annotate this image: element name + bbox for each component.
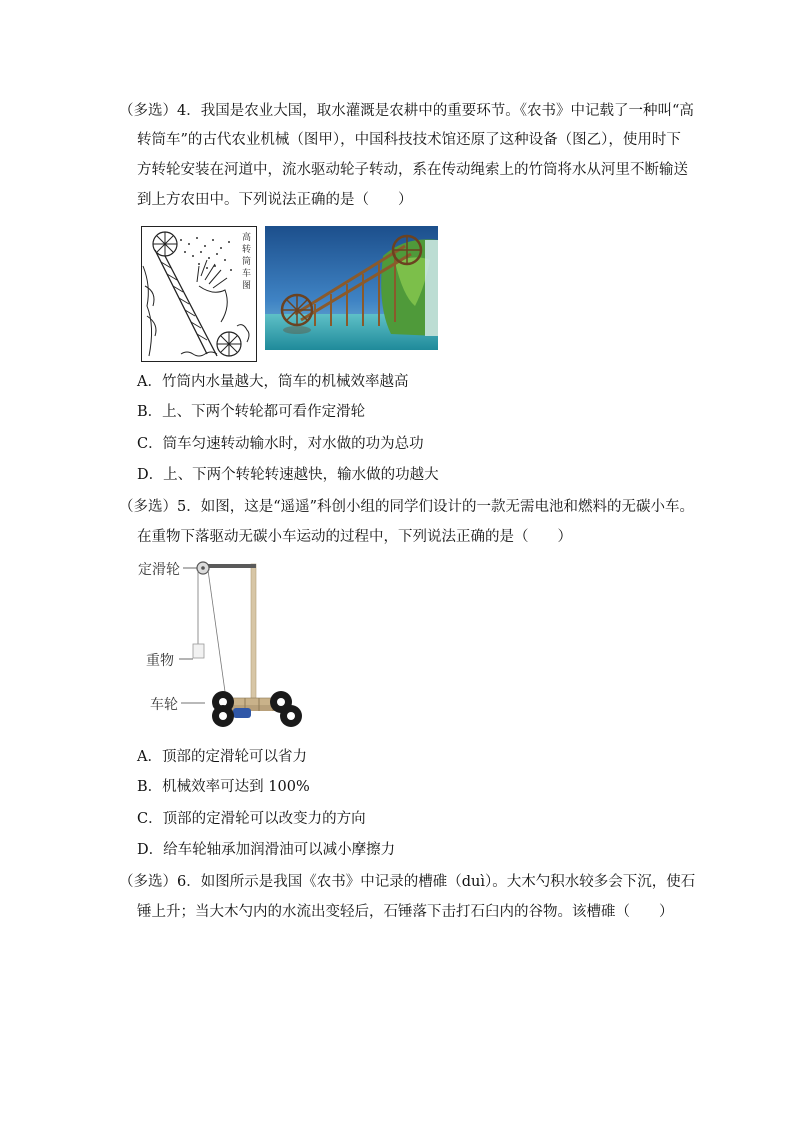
q4-line-2: 转筒车”的古代农业机械（图甲），中国科技技术馆还原了这种设备（图乙），使用时下 xyxy=(137,132,681,148)
q4-option-b: B．上、下两个转轮都可看作定滑轮 xyxy=(137,404,366,420)
q5-option-d: D．给车轮轴承加润滑油可以减小摩擦力 xyxy=(137,842,396,858)
q4-option-d: D．上、下两个转轮转速越快，输水做的功越大 xyxy=(137,467,439,483)
q4-line-3: 方转轮安装在河道中，流水驱动轮子转动，系在传动绳索上的竹筒将水从河里不断输送 xyxy=(137,162,688,178)
q6-line-1: （多选）6．如图所示是我国《农书》中记录的槽碓（duì）。大木勺积水较多会下沉，使石 xyxy=(119,874,696,890)
figure-jia-woodcut xyxy=(141,226,257,362)
label-wheel: 车轮 xyxy=(150,697,178,713)
figure-carbon-free-car xyxy=(135,556,315,732)
q5-option-c: C．顶部的定滑轮可以改变力的方向 xyxy=(137,811,366,827)
q5-line-2: 在重物下落驱动无碳小车运动的过程中，下列说法正确的是（ ） xyxy=(137,529,572,545)
svg-text:车: 车 xyxy=(242,269,252,279)
svg-text:筒: 筒 xyxy=(242,257,252,267)
q4-line-1: （多选）4．我国是农业大国，取水灌溉是农耕中的重要环节。《农书》中记载了一种叫“高 xyxy=(119,103,694,119)
label-weight: 重物 xyxy=(146,653,174,669)
figure-yi-model xyxy=(265,226,438,350)
q5-line-1: （多选）5．如图，这是“遥遥”科创小组的同学们设计的一款无需电池和燃料的无碳小车。 xyxy=(119,499,695,515)
svg-text:转: 转 xyxy=(242,245,252,255)
q4-option-c: C．筒车匀速转动输水时，对水做的功为总功 xyxy=(137,436,424,452)
q4-option-a: A．竹筒内水量越大，筒车的机械效率越高 xyxy=(137,374,409,390)
q5-option-b: B．机械效率可达到 100% xyxy=(137,779,310,795)
q6-line-2: 锤上升；当大木勺内的水流出变轻后，石锤落下击打石臼内的谷物。该槽碓（ ） xyxy=(137,904,674,920)
svg-text:图: 图 xyxy=(242,281,252,291)
q4-line-4: 到上方农田中。下列说法正确的是（ ） xyxy=(137,192,413,208)
label-pulley: 定滑轮 xyxy=(138,562,180,578)
q5-option-a: A．顶部的定滑轮可以省力 xyxy=(137,749,307,765)
fig-jia-caption-1: 高 xyxy=(242,233,252,243)
